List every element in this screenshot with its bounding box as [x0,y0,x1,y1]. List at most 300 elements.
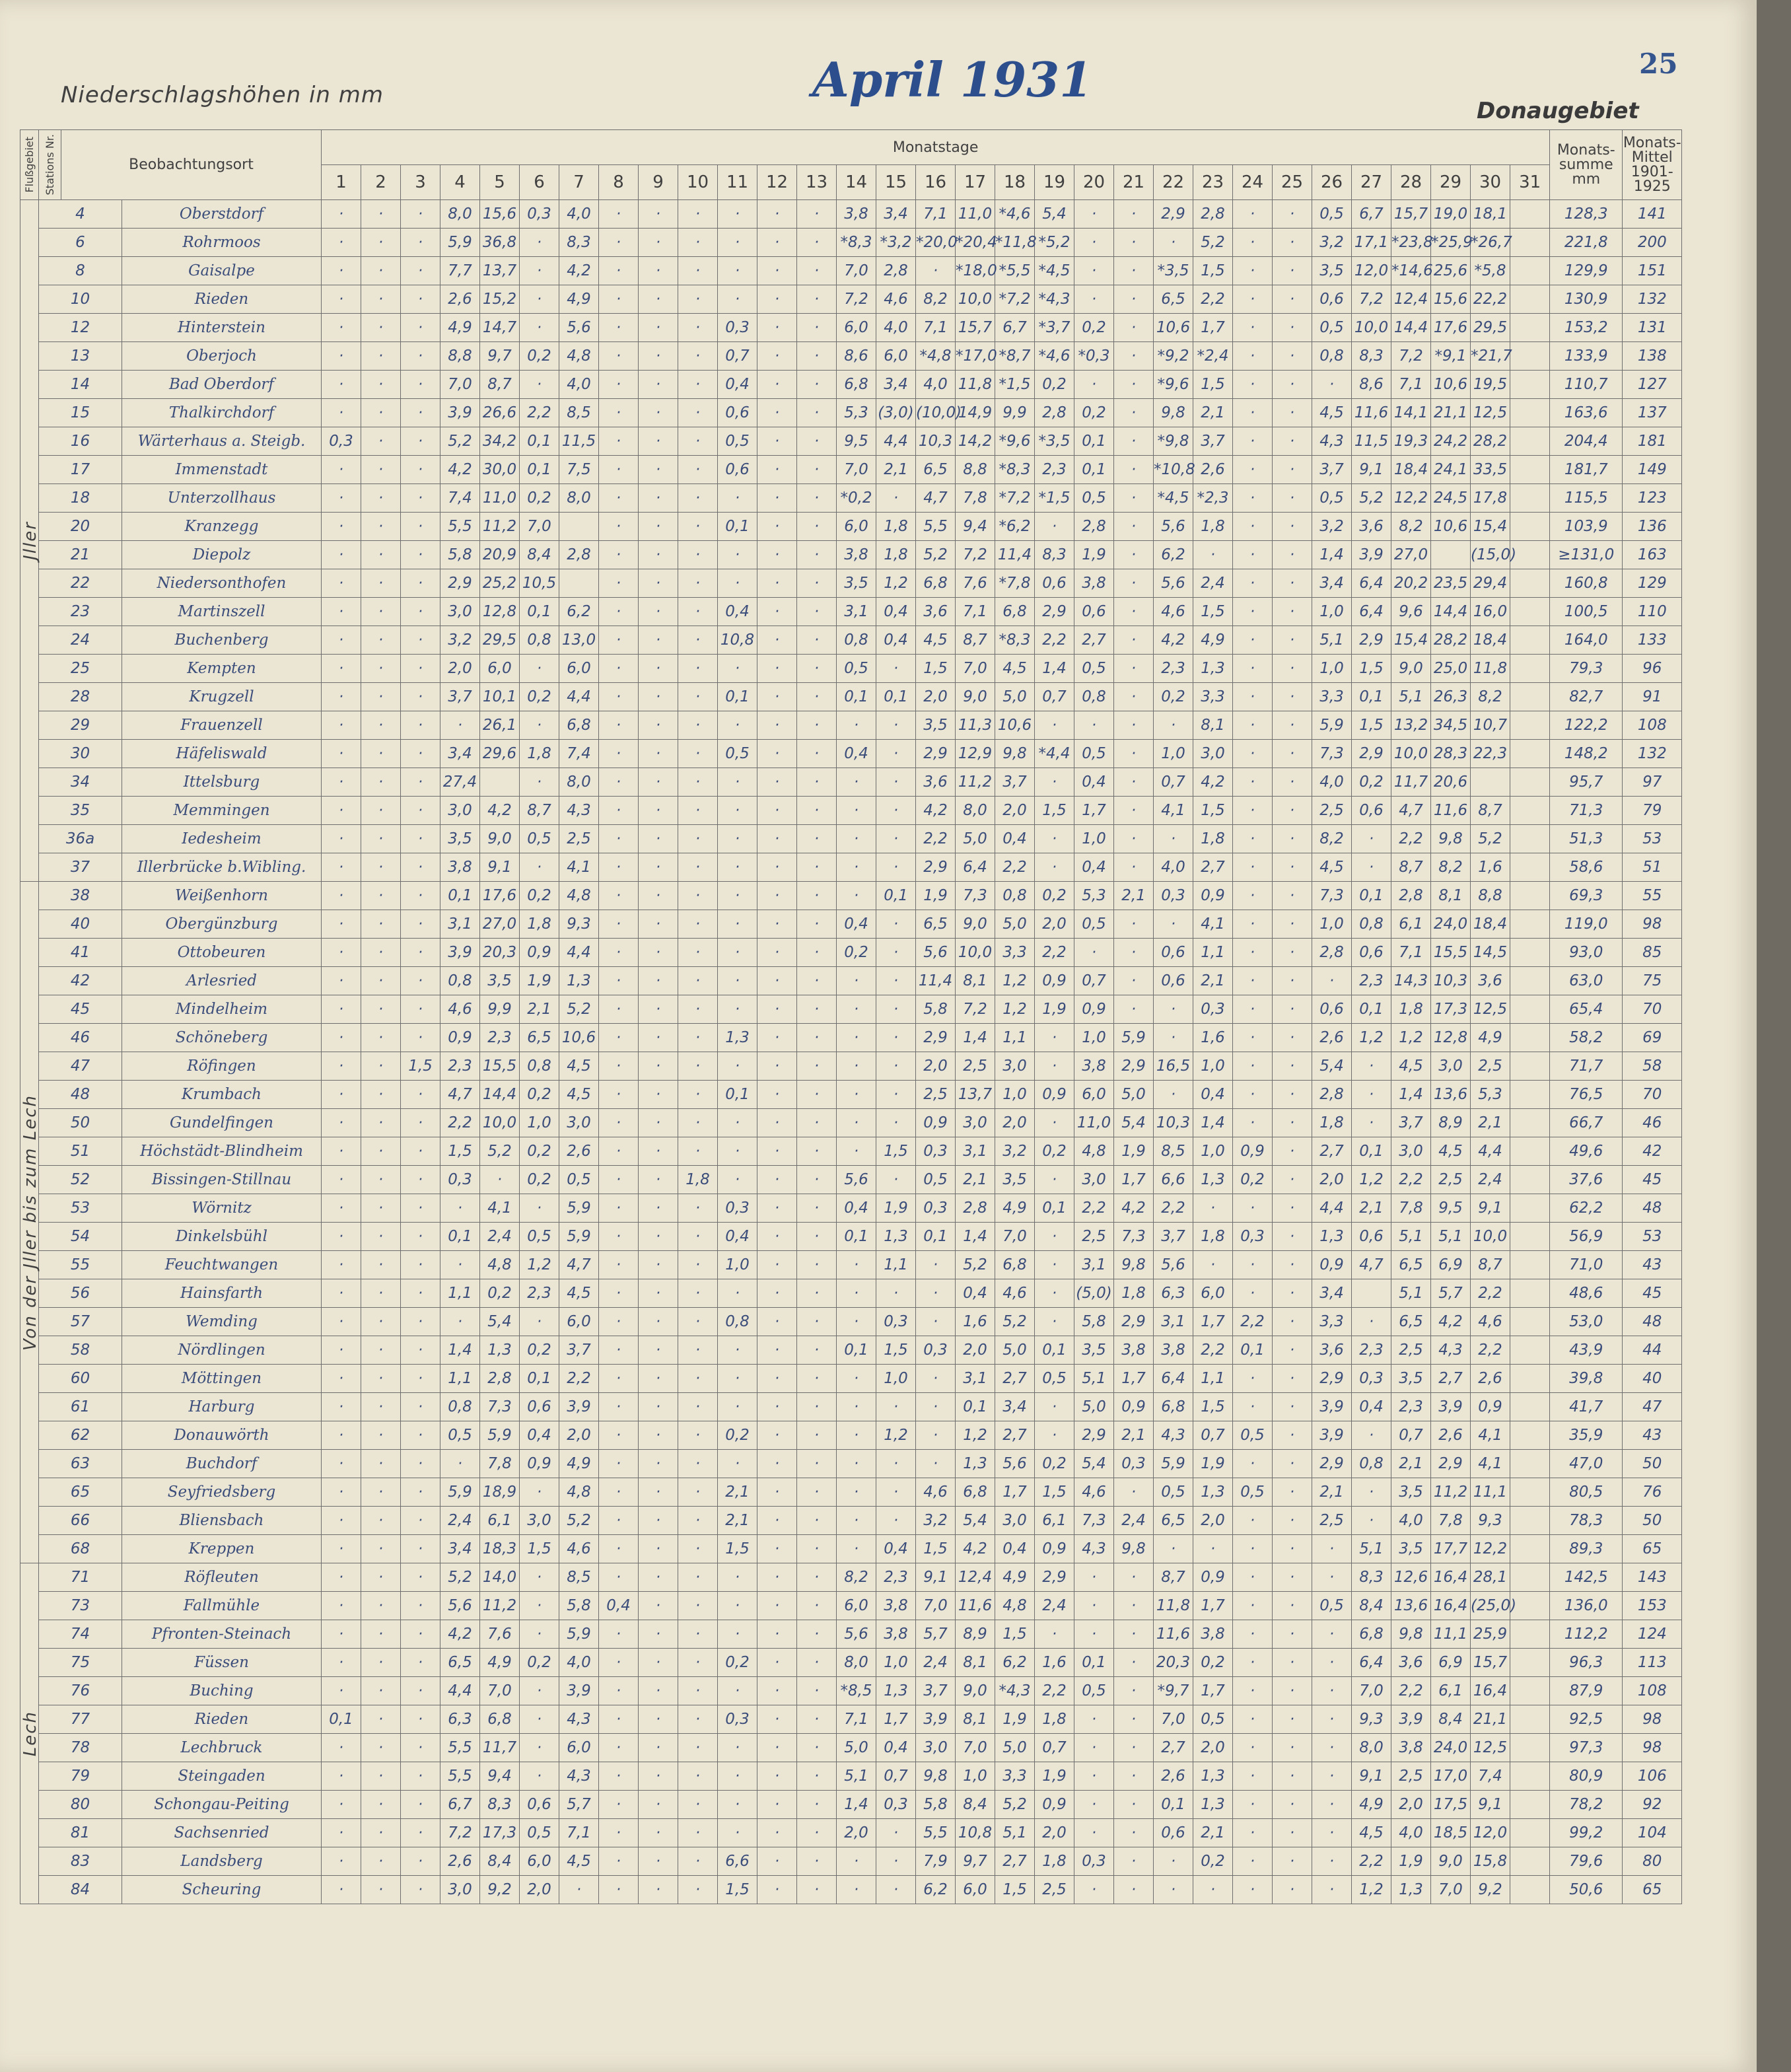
day-value: 0,2 [520,1166,559,1194]
day-value: 0,5 [1154,1478,1193,1507]
day-value [559,513,599,541]
table-row [20,853,1682,882]
day-value: 0,3 [916,1194,956,1223]
day-value: 3,5 [1074,1336,1114,1365]
day-value: 2,0 [520,1876,559,1904]
day-value [1352,1279,1391,1308]
day-value: 0,2 [1074,399,1114,427]
monthly-mean: 65 [1623,1876,1682,1904]
monthly-sum: 221,8 [1550,229,1623,257]
day-value: 18,4 [1471,626,1510,655]
day-value: · [1233,200,1273,229]
day-value: 2,2 [1352,1847,1391,1876]
day-value: 2,7 [995,1365,1035,1393]
day-value: 6,4 [1154,1365,1193,1393]
day-value: · [639,853,678,882]
day-value: · [1273,541,1312,569]
day-value: · [599,1421,639,1450]
day-value: 1,0 [995,1081,1035,1109]
day-value: · [599,456,639,484]
day-header: 6 [520,165,559,200]
day-value: 18,4 [1471,910,1510,939]
day-value: 2,2 [1391,825,1431,853]
day-value: 7,1 [837,1705,876,1734]
day-value: · [401,314,440,342]
day-value: · [1352,1081,1391,1109]
day-value: · [639,1734,678,1762]
station-number: 55 [39,1251,122,1279]
day-value: 8,5 [559,1563,599,1592]
day-value: 0,1 [1035,1194,1074,1223]
day-value: · [1273,995,1312,1024]
day-value: · [361,740,401,768]
table-row [20,1336,1682,1365]
day-value: 5,0 [1074,1393,1114,1421]
day-value: · [678,768,718,797]
day-value [1510,200,1550,229]
day-value: · [1352,853,1391,882]
day-value [1510,1507,1550,1535]
day-value: · [1233,1620,1273,1649]
day-value: · [639,1024,678,1052]
day-value: · [837,768,876,797]
day-value: 4,6 [916,1478,956,1507]
day-value: · [1074,200,1114,229]
day-value: 3,1 [956,1365,995,1393]
day-value: · [1193,1876,1233,1904]
day-value: 5,2 [956,1251,995,1279]
day-value: 9,8 [1114,1535,1154,1563]
station-name: Möttingen [122,1365,322,1393]
day-value: 0,5 [1312,484,1352,513]
day-value: · [361,1194,401,1223]
day-value: 22,2 [1471,285,1510,314]
monthly-mean: 75 [1623,967,1682,995]
day-value: *5,2 [1035,229,1074,257]
day-value: · [1352,1308,1391,1336]
day-value: 9,8 [916,1762,956,1791]
day-value: 14,3 [1391,967,1431,995]
day-value: 25,6 [1431,257,1471,285]
day-value: 3,6 [1312,1336,1352,1365]
day-value: 9,0 [956,1677,995,1705]
day-value [1510,797,1550,825]
station-number: 22 [39,569,122,598]
day-value: · [1312,1847,1352,1876]
day-value: 17,7 [1431,1535,1471,1563]
day-value: · [401,1876,440,1904]
day-value: 2,2 [1193,285,1233,314]
day-value: · [361,853,401,882]
day-value: · [757,569,797,598]
day-value: · [639,399,678,427]
day-value: 5,2 [559,1507,599,1535]
day-value: · [757,285,797,314]
table-row [20,1876,1682,1904]
day-value: · [837,995,876,1024]
table-row [20,513,1682,541]
day-value: · [757,626,797,655]
day-value: 6,2 [916,1876,956,1904]
day-value: 2,1 [1391,1450,1431,1478]
station-name: Röfingen [122,1052,322,1081]
day-value: 2,6 [1312,1024,1352,1052]
day-value: 0,1 [1035,1336,1074,1365]
day-value: 0,7 [1193,1421,1233,1450]
day-value: · [757,1734,797,1762]
day-value: 3,4 [1312,1279,1352,1308]
day-value: 4,5 [559,1279,599,1308]
day-value: 1,5 [718,1535,757,1563]
day-value: 4,9 [1471,1024,1510,1052]
day-value: · [401,1450,440,1478]
day-value: · [797,882,837,910]
day-value: · [361,1109,401,1137]
day-value: 1,0 [1312,655,1352,683]
monthly-sum: 112,2 [1550,1620,1623,1649]
day-value: 4,1 [1471,1450,1510,1478]
table-row [20,797,1682,825]
day-value: 15,4 [1471,513,1510,541]
table-row [20,314,1682,342]
day-value: · [1273,456,1312,484]
day-value: · [1233,1109,1273,1137]
monthly-sum: 48,6 [1550,1279,1623,1308]
day-value: · [797,797,837,825]
day-value: 8,5 [1154,1137,1193,1166]
monthly-mean: 123 [1623,484,1682,513]
day-value: 2,8 [480,1365,520,1393]
day-value: 1,3 [718,1024,757,1052]
day-value: · [401,1705,440,1734]
day-value: 17,5 [1431,1791,1471,1819]
monthly-mean: 55 [1623,882,1682,910]
day-value: 14,4 [1431,598,1471,626]
day-value: · [797,1478,837,1507]
day-value: · [678,1365,718,1393]
day-value: 1,8 [1312,1109,1352,1137]
day-value: · [1312,1819,1352,1847]
day-value: 9,7 [480,342,520,371]
day-value: 1,1 [440,1365,480,1393]
day-value: 3,8 [837,541,876,569]
monthly-mean: 50 [1623,1507,1682,1535]
day-value: 0,3 [718,1705,757,1734]
station-name: Bissingen-Stillnau [122,1166,322,1194]
day-value: 6,0 [1193,1279,1233,1308]
day-value: · [322,1450,361,1478]
day-value: 0,4 [876,598,916,626]
day-value: 3,8 [1193,1620,1233,1649]
day-value: 34,2 [480,427,520,456]
day-value: 4,6 [1154,598,1193,626]
day-value: · [718,1166,757,1194]
day-value: · [797,1194,837,1223]
day-value: 1,8 [1114,1279,1154,1308]
monthly-sum: ≥131,0 [1550,541,1623,569]
day-value: 3,4 [876,371,916,399]
day-value: · [322,1109,361,1137]
day-value: 4,8 [559,342,599,371]
station-number: 66 [39,1507,122,1535]
day-value [1510,1279,1550,1308]
day-value: · [797,1024,837,1052]
day-value: · [797,1308,837,1336]
day-value: 0,9 [916,1109,956,1137]
day-value: 11,8 [1471,655,1510,683]
day-value: · [757,853,797,882]
day-value: · [361,1620,401,1649]
monthly-sum: 78,3 [1550,1507,1623,1535]
day-value: 28,1 [1471,1563,1510,1592]
day-value: 0,4 [837,1194,876,1223]
day-value: · [1273,371,1312,399]
day-value: 0,1 [1352,995,1391,1024]
day-value: 2,6 [1193,456,1233,484]
station-name: Schongau-Peiting [122,1791,322,1819]
day-value: 4,3 [1074,1535,1114,1563]
day-value: · [322,853,361,882]
day-value: 4,9 [1352,1791,1391,1819]
day-value: 1,0 [520,1109,559,1137]
day-value: · [401,1308,440,1336]
day-value: · [322,200,361,229]
day-value: 5,6 [440,1592,480,1620]
day-value: 2,5 [1391,1336,1431,1365]
day-value: 7,9 [916,1847,956,1876]
header-days: Monatstage [322,130,1550,165]
day-value: 4,1 [559,853,599,882]
monthly-sum: 136,0 [1550,1592,1623,1620]
station-name: Kranzegg [122,513,322,541]
day-value: 4,1 [1471,1421,1510,1450]
monthly-sum: 80,9 [1550,1762,1623,1791]
day-value [1510,371,1550,399]
station-name: Bad Oberdorf [122,371,322,399]
day-value: · [480,1166,520,1194]
day-value: 0,1 [520,456,559,484]
day-value: 0,6 [1154,1819,1193,1847]
day-value: · [520,1194,559,1223]
day-value: · [401,1478,440,1507]
day-value: 0,7 [718,342,757,371]
day-value [1510,967,1550,995]
day-value: 5,6 [995,1450,1035,1478]
day-value: 15,6 [1431,285,1471,314]
day-value: 18,9 [480,1478,520,1507]
day-value: · [797,285,837,314]
day-value: · [757,1620,797,1649]
day-value: · [876,797,916,825]
station-number: 57 [39,1308,122,1336]
day-value: 0,2 [480,1279,520,1308]
day-value: · [1233,484,1273,513]
day-value: 1,1 [995,1024,1035,1052]
day-value: 4,2 [440,456,480,484]
day-value: 0,5 [1074,1677,1114,1705]
day-value: · [639,1450,678,1478]
day-value: 15,5 [480,1052,520,1081]
day-value [1510,1620,1550,1649]
station-name: Iedesheim [122,825,322,853]
day-value [1510,569,1550,598]
day-value: · [678,1705,718,1734]
header-location: Beobachtungsort [61,130,322,200]
day-value: 9,0 [956,683,995,711]
monthly-mean: 132 [1623,285,1682,314]
day-value [1510,1705,1550,1734]
monthly-mean: 45 [1623,1166,1682,1194]
day-value: · [361,513,401,541]
day-value: · [678,1762,718,1791]
day-value: · [639,939,678,967]
day-value: 33,5 [1471,456,1510,484]
day-value: 2,4 [1035,1592,1074,1620]
day-value: · [599,1791,639,1819]
day-value: 0,4 [520,1421,559,1450]
day-value: · [1074,1620,1114,1649]
day-value: · [678,1137,718,1166]
day-value: · [1233,257,1273,285]
day-value: · [1074,711,1114,740]
day-value: · [599,711,639,740]
monthly-mean: 133 [1623,626,1682,655]
day-value: 1,8 [520,740,559,768]
station-name: Wärterhaus a. Steigb. [122,427,322,456]
station-number: 73 [39,1592,122,1620]
day-header: 12 [757,165,797,200]
monthly-sum: 148,2 [1550,740,1623,768]
monthly-sum: 100,5 [1550,598,1623,626]
day-value: 2,2 [440,1109,480,1137]
day-value: 0,4 [995,1535,1035,1563]
day-value: 27,0 [1391,541,1431,569]
day-value: 1,9 [1391,1847,1431,1876]
day-value: · [876,825,916,853]
day-value: 10,0 [956,939,995,967]
day-value: · [757,1507,797,1535]
day-value: 8,8 [440,342,480,371]
day-value: 5,4 [480,1308,520,1336]
day-value: 4,2 [440,1620,480,1649]
day-value: 0,1 [956,1393,995,1421]
day-value: · [599,1308,639,1336]
day-value: · [1114,1734,1154,1762]
day-value: · [797,1649,837,1677]
day-value: 3,7 [1312,456,1352,484]
day-value: · [599,1649,639,1677]
day-value: · [678,598,718,626]
day-value: 0,2 [520,342,559,371]
day-value: 5,2 [480,1137,520,1166]
day-value: 11,8 [1154,1592,1193,1620]
day-value: *4,4 [1035,740,1074,768]
day-value: · [876,1507,916,1535]
table-row [20,1847,1682,1876]
day-value: 4,8 [1074,1137,1114,1166]
day-value: 6,0 [876,342,916,371]
day-value: · [837,882,876,910]
day-value: 10,6 [1154,314,1193,342]
day-value: · [1233,1563,1273,1592]
day-value: 0,9 [440,1024,480,1052]
day-value: 0,6 [1154,967,1193,995]
monthly-mean: 70 [1623,995,1682,1024]
day-value: 25,9 [1471,1620,1510,1649]
day-value: · [322,1137,361,1166]
table-row [20,1450,1682,1478]
day-value: · [1114,285,1154,314]
day-value: · [599,1166,639,1194]
day-value: 10,3 [1431,967,1471,995]
station-name: Gundelfingen [122,1109,322,1137]
day-value: · [1312,1705,1352,1734]
day-value: · [757,1194,797,1223]
day-value: 2,5 [1312,797,1352,825]
day-value: 1,8 [1391,995,1431,1024]
day-value: · [401,655,440,683]
day-value: · [757,314,797,342]
day-header: 19 [1035,165,1074,200]
day-value: 0,9 [1035,967,1074,995]
day-value: 1,8 [1193,825,1233,853]
day-value: · [1312,1791,1352,1819]
day-value: 8,7 [956,626,995,655]
day-value: · [876,910,916,939]
station-number: 81 [39,1819,122,1847]
day-value: · [1312,371,1352,399]
day-value: *7,8 [995,569,1035,598]
day-value: 2,5 [559,825,599,853]
day-value: · [599,1109,639,1137]
day-value: 5,1 [995,1819,1035,1847]
day-value: *6,2 [995,513,1035,541]
day-value: 2,9 [1074,1421,1114,1450]
day-value: 8,4 [1431,1705,1471,1734]
day-value: · [520,1762,559,1791]
day-value: 2,9 [1114,1052,1154,1081]
day-value: *20,0 [916,229,956,257]
day-value: · [401,626,440,655]
day-value: 3,0 [995,1507,1035,1535]
day-value: · [1233,1876,1273,1904]
day-value: · [757,1336,797,1365]
table-row [20,1024,1682,1052]
day-value: · [876,1478,916,1507]
day-value: 1,0 [1074,1024,1114,1052]
day-value: · [876,1819,916,1847]
day-value: *9,2 [1154,342,1193,371]
day-value: 8,6 [1352,371,1391,399]
day-value: · [1233,626,1273,655]
day-value: 8,4 [956,1791,995,1819]
day-value: 0,2 [837,939,876,967]
day-value: · [1233,1251,1273,1279]
day-value: 4,5 [1391,1052,1431,1081]
day-value: *4,5 [1154,484,1193,513]
day-value: 0,8 [440,967,480,995]
day-value: · [322,1876,361,1904]
day-value: 4,2 [480,797,520,825]
day-value: 8,2 [1312,825,1352,853]
day-value: · [1273,513,1312,541]
day-value: 4,5 [1312,853,1352,882]
day-value: · [599,1251,639,1279]
day-value: *9,7 [1154,1677,1193,1705]
day-value: · [837,797,876,825]
day-value: · [401,229,440,257]
day-value: 1,3 [876,1223,916,1251]
